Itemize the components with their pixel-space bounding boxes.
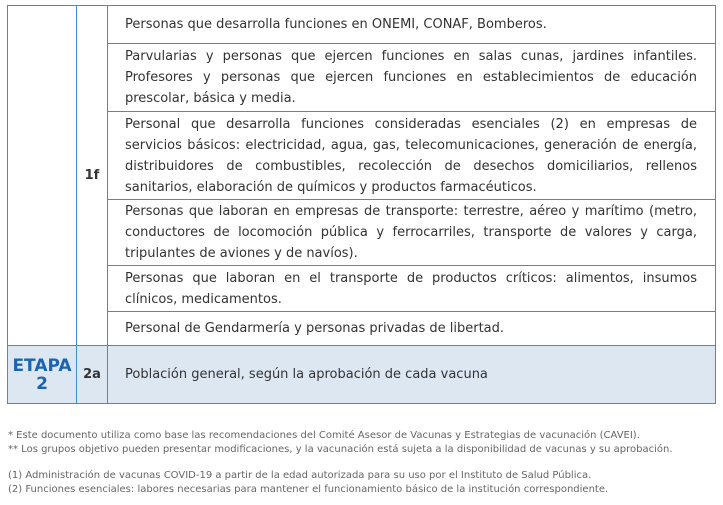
group-item: Personas que laboran en empresas de transporte: terrestre, aéreo y marítimo (metro, conductores de locomoción pública y ferrocarriles, transporte de valores y carga, tripulantes de aviones y de navíos). xyxy=(108,200,716,266)
table-row xyxy=(8,6,716,44)
group-code-1f: 1f xyxy=(77,6,108,346)
stage-label xyxy=(8,346,77,404)
group-item: Parvularias y personas que ejercen funciones en salas cunas, jardines infantiles. Profesores y personas que ejercen funciones en establecimientos de educación prescolar, básica y media. xyxy=(108,44,716,112)
table-row-etapa-2 xyxy=(8,346,716,404)
table-row xyxy=(8,312,716,346)
table-row xyxy=(8,112,716,200)
vaccination-groups-table xyxy=(7,5,716,404)
footnote-star1: * Este documento utiliza como base las recomendaciones del Comité Asesor de Vacunas y Estrategias de vacunación (CAVEI). xyxy=(8,430,640,441)
table-row xyxy=(8,266,716,312)
group-item: Personas que desarrolla funciones en ONEMI, CONAF, Bomberos. xyxy=(108,6,716,44)
group-item: Personas que laboran en el transporte de productos críticos: alimentos, insumos clínicos, medicamentos. xyxy=(108,266,716,312)
group-item: Personal de Gendarmería y personas privadas de libertad. xyxy=(108,312,716,346)
group-item: Población general, según la aprobación de cada vacuna xyxy=(108,346,716,404)
table-row xyxy=(8,200,716,266)
group-code-2a: 2a xyxy=(77,346,108,404)
stage-cell-empty xyxy=(8,6,77,346)
stage-label-line1: ETAPA xyxy=(12,355,72,376)
footnote-1: (1) Administración de vacunas COVID-19 a partir de la edad autorizada para su uso por el Instituto de Salud Pública. xyxy=(8,470,592,481)
stage-label-line2: 2 xyxy=(36,373,48,394)
footnote-2: (2) Funciones esenciales: labores necesarias para mantener el funcionamiento básico de la institución correspondiente. xyxy=(8,484,609,495)
group-item: Personal que desarrolla funciones consideradas esenciales (2) en empresas de servicios básicos: electricidad, agua, gas, telecomunicaciones, generación de energía, distribuidores de combustibles, recolección de desechos domiciliarios, rellenos sanitarios, elaboración de químicos y productos farmacéuticos. xyxy=(108,112,716,200)
table-row xyxy=(8,44,716,112)
footnote-star2: ** Los grupos objetivo pueden presentar modificaciones, y la vacunación está sujeta a la disponibilidad de vacunas y su aprobación. xyxy=(8,444,673,455)
